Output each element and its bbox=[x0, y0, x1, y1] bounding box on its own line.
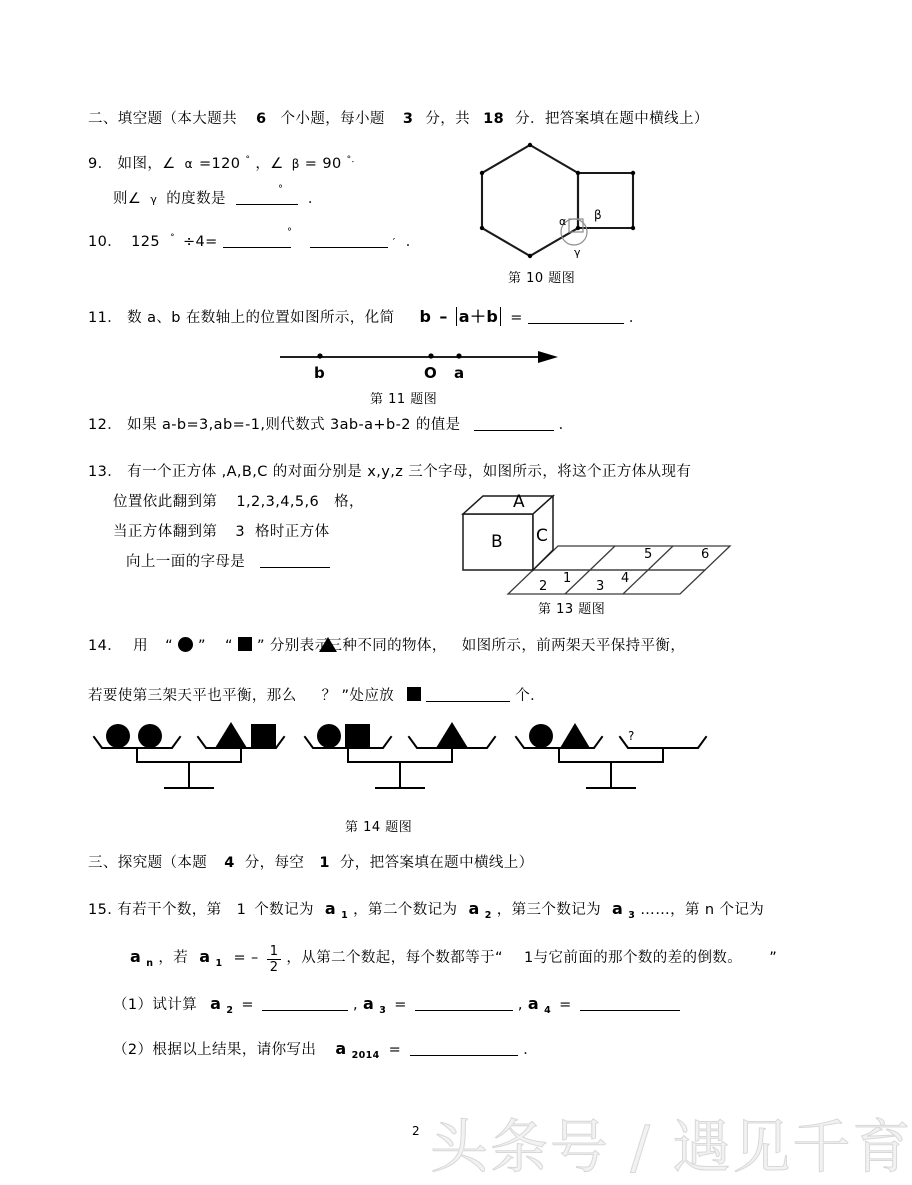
question-11-text: 数 a、b 在数轴上的位置如图所示，化简 bbox=[127, 310, 395, 326]
question-15-line-1 bbox=[88, 900, 764, 922]
question-14-t4: 如图所示，前两架天平保持平衡， bbox=[461, 638, 686, 654]
question-14-line-2 bbox=[88, 687, 545, 705]
part1-equals-2: = bbox=[394, 997, 407, 1013]
part1-term-a3-subscript: 3 bbox=[379, 1004, 387, 1016]
grid-cell-3: 3 bbox=[596, 579, 605, 594]
question-9-alpha: α bbox=[184, 156, 193, 171]
question-10-degree: ° bbox=[170, 233, 175, 243]
question-13-line-4 bbox=[126, 554, 330, 571]
question-9-line2-end: ． bbox=[307, 191, 323, 207]
question-13-number: 13． bbox=[88, 464, 123, 480]
question-12-number: 12． bbox=[88, 417, 123, 433]
section-2-per-question-score: 3 bbox=[402, 111, 414, 127]
question-15-blank-a3[interactable] bbox=[415, 1010, 513, 1011]
question-13-line-3 bbox=[113, 524, 329, 541]
circle-weight bbox=[138, 724, 162, 748]
question-13-line2-b: 格， bbox=[334, 494, 364, 510]
question-14-t3: 三种不同的物体， bbox=[327, 638, 447, 654]
question-15-blank-a2014[interactable] bbox=[410, 1055, 518, 1056]
vertex-dot bbox=[480, 226, 484, 230]
figure-13 bbox=[455, 490, 745, 604]
question-14-t1: 用 bbox=[133, 638, 149, 654]
question-11-expr-minus: – bbox=[439, 307, 448, 326]
question-13-sequence: 1,2,3,4,5,6 bbox=[236, 494, 320, 510]
question-9-number: 9． bbox=[88, 155, 113, 172]
question-15-line1-b: 个数记为 bbox=[254, 902, 314, 918]
question-15-line2-a: ，若 bbox=[158, 950, 189, 966]
question-15-part-1 bbox=[113, 995, 680, 1017]
term-a1-second: a bbox=[199, 947, 211, 966]
scale-objects bbox=[106, 722, 590, 748]
figure-10 bbox=[470, 140, 670, 269]
figure-14-caption: 第 14 题图 bbox=[345, 820, 413, 835]
triangle-weight bbox=[215, 722, 247, 748]
question-9-line2-a: 则∠ bbox=[113, 191, 142, 207]
question-14-line2-b: ”处应放 bbox=[341, 688, 395, 704]
question-13-line4: 向上一面的字母是 bbox=[126, 554, 246, 570]
question-14-question-mark: ？ bbox=[321, 688, 337, 704]
square-icon-answer bbox=[407, 687, 421, 701]
question-15-blank-a2[interactable] bbox=[262, 1010, 348, 1011]
circle-weight bbox=[106, 724, 130, 748]
question-10-end: ． bbox=[405, 233, 421, 250]
part1-term-a2-subscript: 2 bbox=[226, 1004, 234, 1016]
figure-14 bbox=[88, 718, 778, 806]
question-13-line3-a: 当正方体翻到第 bbox=[113, 524, 218, 540]
question-11-end: ． bbox=[628, 310, 644, 326]
part1-term-a2: a bbox=[210, 994, 222, 1013]
question-15-line2-c: 1与它前面的那个数的差的倒数。 bbox=[523, 950, 743, 966]
part1-comma-2: , bbox=[517, 997, 523, 1013]
scale3-beam bbox=[559, 748, 663, 762]
part2-term-subscript: 2014 bbox=[351, 1049, 380, 1061]
circle-weight bbox=[317, 724, 341, 748]
question-14-answer-blank[interactable] bbox=[426, 701, 510, 702]
question-13-answer-blank[interactable] bbox=[260, 567, 330, 568]
question-11-equals: = bbox=[510, 310, 523, 326]
vertex-dot bbox=[576, 226, 580, 230]
question-11 bbox=[88, 308, 644, 327]
term-a2-subscript: 2 bbox=[484, 909, 492, 921]
question-9-text-a: 如图，∠ bbox=[117, 155, 176, 172]
cube-face-side-label: C bbox=[536, 526, 548, 546]
circle-weight bbox=[529, 724, 553, 748]
triangle-weight bbox=[436, 722, 468, 748]
question-12-answer-blank[interactable] bbox=[474, 430, 554, 431]
section-3-heading-pre: 三、探究题（本题 bbox=[88, 855, 208, 871]
question-10-operator: ÷4= bbox=[183, 233, 218, 250]
figure-11-label-b: b bbox=[314, 364, 325, 382]
scale3-question-mark: ? bbox=[628, 729, 635, 743]
question-14-t2: 分别表示 bbox=[269, 638, 330, 654]
question-15-blank-a4[interactable] bbox=[580, 1010, 680, 1011]
question-12-end: ． bbox=[558, 417, 574, 433]
triangle-weight bbox=[560, 723, 590, 748]
figure-13-caption: 第 13 题图 bbox=[538, 602, 606, 617]
question-15-line1-e: ……，第 n 个记为 bbox=[640, 902, 765, 918]
question-11-answer-blank[interactable] bbox=[528, 323, 624, 324]
part1-comma-1: , bbox=[352, 997, 358, 1013]
figure-10-gamma-label: γ bbox=[574, 246, 581, 259]
grid-cell-5: 5 bbox=[644, 547, 653, 562]
question-9-eq1: =120 bbox=[199, 155, 241, 172]
question-12-text: 如果 a-b=3,ab=-1,则代数式 3ab-a+b-2 的值是 bbox=[127, 417, 461, 433]
question-12 bbox=[88, 417, 574, 434]
question-15-line1-c: ，第二个数记为 bbox=[353, 902, 458, 918]
fraction-numerator: 1 bbox=[269, 944, 279, 959]
degree-symbol-1: ° bbox=[245, 155, 251, 165]
question-15-line1-a: 有若干个数，第 bbox=[117, 902, 222, 918]
section-2-question-count: 6 bbox=[256, 111, 267, 127]
fraction-denominator: 2 bbox=[269, 960, 279, 975]
cube-face-front-label: B bbox=[491, 532, 503, 552]
figure-10-beta-label: β bbox=[594, 208, 602, 222]
question-13-line3-b: 格时正方体 bbox=[254, 524, 330, 540]
question-15-line2-b: ，从第二个数起，每个数都等于“ bbox=[286, 950, 503, 966]
section-3-heading-mid: 分，每空 bbox=[244, 855, 305, 871]
section-2-heading-mid2: 分，共 bbox=[425, 111, 471, 127]
vertex-dot bbox=[528, 143, 532, 147]
question-10 bbox=[88, 233, 421, 251]
vertex-dot bbox=[631, 171, 635, 175]
section-2-heading-mid1: 个小题，每小题 bbox=[280, 111, 385, 127]
question-10-answer-blank-degrees[interactable] bbox=[223, 247, 291, 248]
question-11-number: 11． bbox=[88, 310, 123, 326]
scale2-beam bbox=[348, 748, 452, 762]
question-15-line2-quote: ” bbox=[769, 950, 778, 966]
question-9-line-1 bbox=[88, 155, 361, 173]
grid-cell-2: 2 bbox=[539, 579, 548, 594]
quote-close-1: ” bbox=[198, 638, 206, 654]
question-11-expr-b: b bbox=[419, 307, 432, 326]
figure-11 bbox=[276, 345, 566, 382]
grid-row-bottom bbox=[508, 570, 705, 594]
part2-term-a: a bbox=[335, 1039, 347, 1058]
question-15-part2-label: （2）根据以上结果，请你写出 bbox=[113, 1042, 317, 1058]
quote-open-2: “ bbox=[224, 638, 233, 654]
point-a bbox=[456, 353, 461, 358]
part2-equals: = bbox=[388, 1042, 402, 1058]
degree-symbol-2: °． bbox=[346, 155, 361, 165]
section-2-heading bbox=[88, 111, 709, 128]
arrow-head bbox=[538, 351, 558, 363]
question-14-line2-c: 个． bbox=[515, 688, 546, 704]
question-13-line1: 有一个正方体 ,A,B,C 的对面分别是 x,y,z 三个字母，如图所示，将这个正方体从现有 bbox=[127, 464, 692, 480]
square-icon bbox=[238, 637, 252, 651]
figure-10-svg bbox=[470, 140, 670, 265]
question-10-number: 10． bbox=[88, 233, 123, 250]
question-10-value: 125 bbox=[131, 233, 161, 250]
part2-end: ． bbox=[523, 1042, 539, 1058]
question-15-part1-label: （1）试计算 bbox=[113, 997, 198, 1013]
section-2-heading-post: 分．把答案填在题中横线上） bbox=[515, 111, 709, 127]
question-14-line-1 bbox=[88, 637, 685, 655]
question-15-number: 15. bbox=[88, 902, 113, 918]
part1-equals-1: = bbox=[241, 997, 254, 1013]
section-3-score: 4 bbox=[224, 855, 235, 871]
cube-face-top-label: A bbox=[513, 492, 525, 512]
watermark: 头条号 / 遇见千育 bbox=[430, 1113, 912, 1181]
question-15-part-2 bbox=[113, 1040, 538, 1062]
figure-11-label-o: O bbox=[424, 364, 437, 382]
question-11-absolute-value: a＋b bbox=[456, 307, 501, 326]
figure-10-alpha-label: α bbox=[559, 215, 567, 228]
scale1-beam bbox=[137, 748, 241, 762]
square-weight bbox=[251, 724, 276, 748]
question-15-line1-d: ，第三个数记为 bbox=[496, 902, 602, 918]
question-9-line-2 bbox=[113, 191, 323, 208]
question-14-number: 14． bbox=[88, 638, 123, 654]
part1-term-a4-subscript: 4 bbox=[544, 1004, 552, 1016]
point-o bbox=[428, 353, 433, 358]
question-13-line2-a: 位置依此翻到第 bbox=[113, 494, 218, 510]
term-an-subscript: n bbox=[146, 957, 154, 969]
section-3-heading bbox=[88, 855, 534, 872]
scale3-left-pan bbox=[516, 737, 602, 748]
figure-11-caption: 第 11 题图 bbox=[370, 392, 438, 407]
grid-cell-1: 1 bbox=[563, 571, 572, 586]
term-a1-second-subscript: 1 bbox=[215, 957, 223, 969]
vertex-dot bbox=[631, 226, 635, 230]
term-a1-subscript: 1 bbox=[341, 909, 349, 921]
question-13-cell-number: 3 bbox=[235, 524, 245, 540]
question-9-answer-blank[interactable] bbox=[236, 204, 298, 205]
section-3-heading-post: 分，把答案填在题中横线上） bbox=[339, 855, 534, 871]
figure-10-caption: 第 10 题图 bbox=[508, 271, 576, 286]
question-9-eq2: = 90 bbox=[304, 155, 342, 172]
fraction-one-half bbox=[267, 945, 282, 974]
question-9-degree-mark: ° bbox=[278, 184, 283, 195]
part1-equals-3: = bbox=[559, 997, 572, 1013]
grid-divider bbox=[590, 546, 615, 570]
term-a1: a bbox=[324, 899, 337, 918]
part1-term-a4: a bbox=[527, 994, 540, 1013]
vertex-dot bbox=[576, 171, 580, 175]
vertex-dot bbox=[528, 254, 532, 258]
circle-icon bbox=[178, 637, 193, 652]
term-a3: a bbox=[612, 899, 624, 918]
section-2-total-score: 18 bbox=[483, 111, 505, 127]
question-15-line-2 bbox=[130, 945, 777, 974]
term-a2: a bbox=[468, 899, 480, 918]
part1-term-a3: a bbox=[363, 994, 375, 1013]
grid-cell-4: 4 bbox=[621, 571, 630, 586]
question-9-beta: β bbox=[291, 156, 300, 171]
question-10-degree-mark: ° bbox=[287, 227, 292, 238]
question-10-minute-symbol: ′ bbox=[392, 235, 396, 249]
term-an: a bbox=[130, 947, 142, 966]
point-b bbox=[317, 353, 322, 358]
vertex-dot bbox=[480, 171, 484, 175]
quote-close-2: ” bbox=[256, 638, 265, 654]
question-9-line2-b: 的度数是 bbox=[166, 191, 226, 207]
grid-cell-6: 6 bbox=[701, 547, 710, 562]
figure-11-label-a: a bbox=[454, 364, 465, 382]
question-9-comma: ，∠ bbox=[255, 155, 284, 172]
question-13-line-2 bbox=[113, 494, 364, 511]
question-14-line2-a: 若要使第三架天平也平衡，那么 bbox=[88, 688, 297, 704]
question-13-line-1 bbox=[88, 464, 691, 481]
page-number: 2 bbox=[412, 1124, 420, 1138]
question-10-answer-blank-minutes[interactable] bbox=[310, 247, 388, 248]
section-3-blank-score: 1 bbox=[319, 855, 330, 871]
question-9-gamma: γ bbox=[150, 193, 158, 206]
quote-open-1: “ bbox=[165, 638, 174, 654]
question-15-equals-neg: = – bbox=[233, 950, 259, 966]
square-weight bbox=[345, 724, 370, 748]
section-2-heading-pre: 二、填空题（本大题共 bbox=[88, 111, 237, 127]
question-15-n1: 1 bbox=[236, 902, 247, 918]
figure-14-svg bbox=[88, 718, 778, 802]
square-shape bbox=[578, 173, 633, 228]
term-a3-subscript: 3 bbox=[628, 909, 636, 921]
